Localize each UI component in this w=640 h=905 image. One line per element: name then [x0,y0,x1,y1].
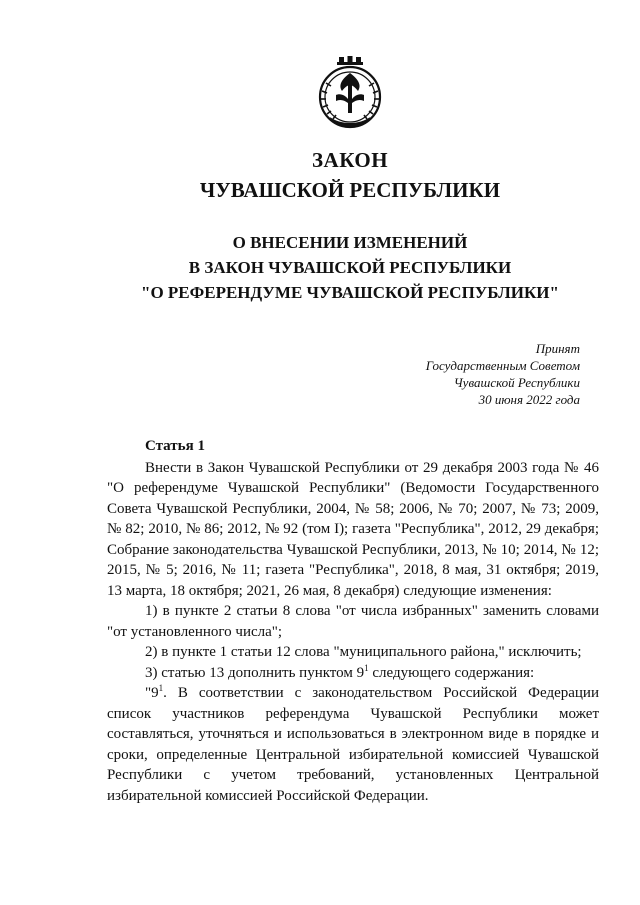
amendment-item-3-tail: следующего содержания: [368,664,535,681]
new-point-body: . В соответствии с законодательством Российской Федерации список участников референдума Чувашской Республики может составляться, уточняться и использоваться в электронном виде в порядке и сроки, определенные Центральной избирательной комиссией Чувашской Республики с учетом требований, установленных Центральной избирательной комиссией Российской Федерации. [107,685,599,804]
new-point-superscript: 1 [158,683,164,693]
adoption-date: 30 июня 2022 года [478,392,580,407]
amendment-item-3-text: 3) статью 13 дополнить пунктом 9 [145,664,365,681]
adoption-line-3: Чувашской Республики [453,375,580,390]
amendment-item-1: 1) в пункте 2 статьи 8 слова "от числа избранных" заменить словами "от установленного числа"; [107,603,599,640]
article-1 [107,436,599,806]
amendment-item-3 [107,663,599,684]
new-point-text [107,683,599,806]
law-subject-line-2: В ЗАКОН ЧУВАШСКОЙ РЕСПУБЛИКИ [188,258,512,277]
adoption-note [420,340,580,408]
article-intro-paragraph: Внести в Закон Чувашской Республики от 29 декабря 2003 года № 46 "О референдуме Чувашской Республики" (Ведомости Государственного Совета Чувашской Республики, 2004, № 58; 2006, № 70; 2007, № 73; 2009, № 82; 2010, № 86; 2012, № 92 (том I); газета "Республика", 2012, 29 декабря; Собрание законодательства Чувашской Республики, 2013, № 10; 2014, № 12; 2015, № 5; 2016, № 11; газета "Республика", 2018, 8 мая, 31 октября; 2019, 13 марта, 18 октября; 2021, 26 мая, 8 декабря) следующие изменения: [107,459,599,599]
law-subject-line-3: "О РЕФЕРЕНДУМЕ ЧУВАШСКОЙ РЕСПУБЛИКИ" [141,283,559,302]
law-republic-title: ЧУВАШСКОЙ РЕСПУБЛИКИ [199,178,501,202]
amendment-item-2: 2) в пункте 1 статьи 12 слова "муниципального района," исключить; [145,644,582,660]
adoption-line-1: Принят [535,341,580,356]
amendment-item-3-superscript: 1 [364,662,369,673]
new-point-number: "9 [145,685,159,701]
law-subject-line-1: О ВНЕСЕНИИ ИЗМЕНЕНИЙ [232,233,468,252]
chuvash-republic-emblem-icon [312,55,388,131]
law-title: ЗАКОН [311,148,389,172]
adoption-line-2: Государственным Советом [425,358,580,373]
article-heading: Статья 1 [145,438,205,454]
